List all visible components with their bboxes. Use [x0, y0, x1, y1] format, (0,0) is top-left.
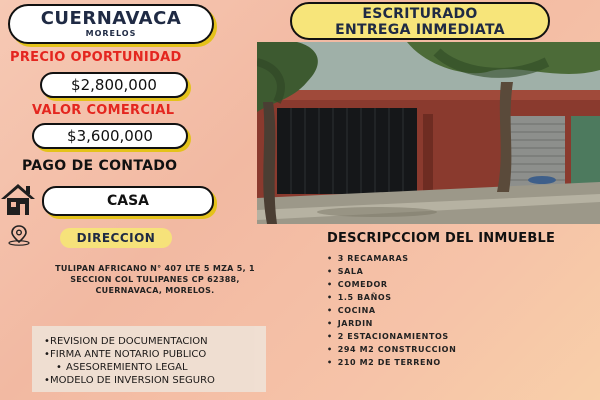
list-item: • 2 ESTACIONAMIENTOS [327, 330, 456, 343]
opportunity-price-label: PRECIO OPORTUNIDAD [10, 50, 182, 65]
services-list [32, 326, 266, 387]
list-item: • JARDIN [327, 317, 456, 330]
city-title-badge [8, 4, 214, 44]
services-box [32, 326, 266, 392]
opportunity-price: $2,800,000 [40, 72, 188, 98]
state-name: MORELOS [85, 29, 137, 38]
deed-status-line: ESCRITURADO [362, 6, 478, 22]
address-text [40, 263, 270, 296]
address-line: TULIPAN AFRICANO N° 407 LTE 5 MZA 5, 1 [55, 264, 255, 273]
commercial-value-label: VALOR COMERCIAL [32, 103, 175, 118]
property-type-badge: CASA [42, 186, 214, 216]
city-name: CUERNAVACA [40, 8, 182, 29]
address-line: CUERNAVACA, MORELOS. [95, 286, 215, 295]
delivery-status-line: ENTREGA INMEDIATA [335, 22, 505, 38]
list-item: • FIRMA ANTE NOTARIO PUBLICO [32, 348, 266, 361]
list-item: • 3 RECAMARAS [327, 252, 456, 265]
list-item: • COMEDOR [327, 278, 456, 291]
list-item: • ASESOREMIENTO LEGAL [32, 361, 266, 374]
property-photo [257, 42, 600, 224]
list-item: • REVISION DE DOCUMENTACION [32, 335, 266, 348]
deed-status-banner [290, 2, 550, 40]
map-pin-icon [6, 224, 32, 246]
house-icon [0, 182, 36, 216]
address-label-badge: DIRECCION [60, 228, 172, 248]
property-description-title: DESCRIPCCIOM DEL INMUEBLE [327, 231, 556, 246]
payment-type: PAGO DE CONTADO [22, 158, 178, 174]
list-item: • MODELO DE INVERSION SEGURO [32, 374, 266, 387]
list-item: • 294 M2 CONSTRUCCION [327, 343, 456, 356]
list-item: • 1.5 BAÑOS [327, 291, 456, 304]
list-item: • 210 M2 DE TERRENO [327, 356, 456, 369]
property-features-list [327, 252, 456, 369]
address-line: SECCION COL TULIPANES CP 62388, [70, 275, 240, 284]
list-item: • SALA [327, 265, 456, 278]
list-item: • COCINA [327, 304, 456, 317]
commercial-value-price: $3,600,000 [32, 123, 188, 149]
